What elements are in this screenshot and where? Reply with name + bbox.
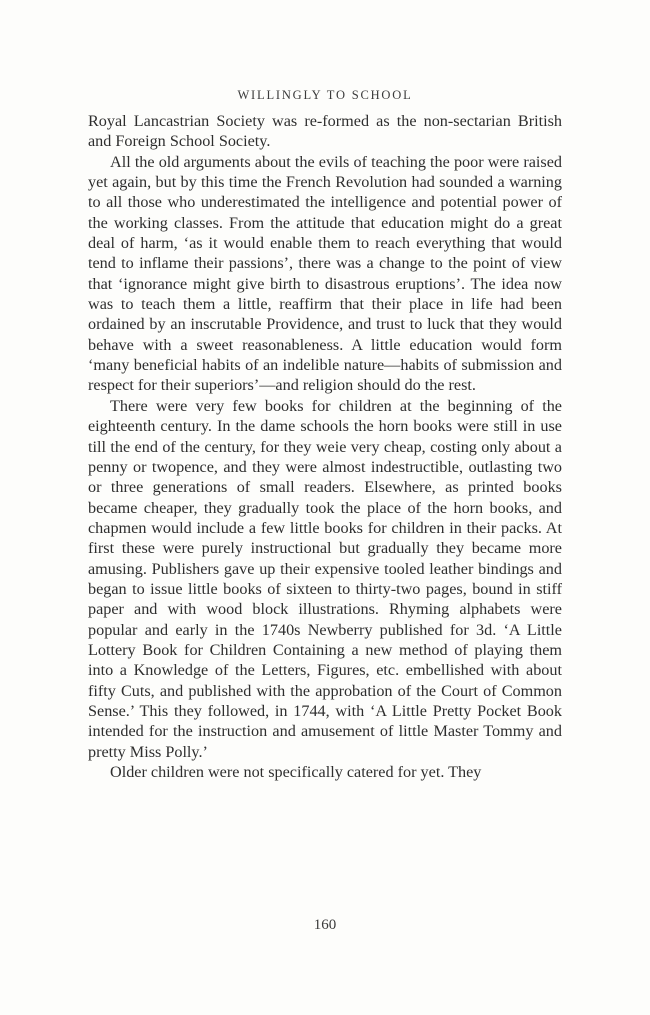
paragraph-1: Royal Lancastrian Society was re-formed as the non-sectarian British and Foreign School Society. [88,112,562,151]
paragraph-3: There were very few books for children at the beginning of the eighteenth century. In the dame schools the horn books were still in use till the end of the century, for they weie very cheap, costing only about a penny or twopence, and they were almost indestructible, outlasting two or three generations of small readers. Elsewhere, as printed books became cheaper, they gradually took the place of the horn books, and chapmen would include a few little books for children in their packs. At first these were purely instructional but gradually they became more amusing. Publishers gave up their expensive tooled leather bindings and began to issue little books of sixteen to thirty-two pages, bound in stiff paper and with wood block illustrations. Rhyming alphabets were popular and early in the 1740s Newberry published for 3d. ‘A Little Lottery Book for Children Containing a new method of playing them into a Knowledge of the Letters, Figures, etc. embellished with about fifty Cuts, and published with the approbation of the Court of Common Sense.’ This they followed, in 1744, with ‘A Little Pretty Pocket Book intended for the instruction and amusement of little Master Tommy and pretty Miss Polly.’ [88,396,562,761]
running-head: WILLINGLY TO SCHOOL [237,88,413,102]
body-text [88,111,562,782]
page-number: 160 [313,917,337,933]
paragraph-2: All the old arguments about the evils of teaching the poor were raised yet again, but by this time the French Revolution had sounded a warning to all those who underestimated the intelligence and potential power of the working classes. From the attitude that education might do a great deal of harm, ‘as it would enable them to reach everything that would tend to inflame their passions’, there was a change to the point of view that ‘ignorance might give birth to disastrous eruptions’. The idea now was to teach them a little, reaffirm that their place in life had been ordained by an inscrutable Providence, and trust to luck that they would behave with a sweet reasonableness. A little education would form ‘many beneficial habits of an indelible nature—habits of submission and respect for their superiors’—and religion should do the rest. [88,152,562,395]
paragraph-4: Older children were not specifically catered for yet. They [110,763,482,781]
